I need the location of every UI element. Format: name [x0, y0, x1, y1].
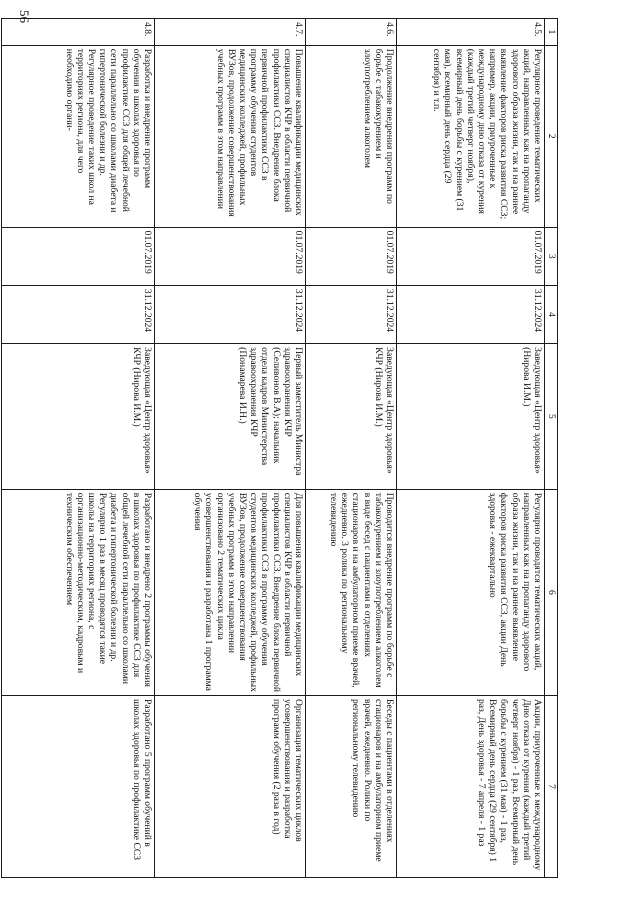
table-row: [2, 19, 155, 878]
start-date: 01.07.2019: [2, 227, 155, 285]
measure-name: Регулярное проведение тематических акций, направленных как на пропаганду здорового образа жизни, так и на раннее выявление факторов риска развития ССЗ; например, акции, приуроченные к международному дню отказа от курения (каждый третий четверг ноября), всемирный день борьбы с курением (31 мая), всемирный день сердца (29 сентября) и т.п.: [397, 45, 545, 227]
responsible: Заведующая «Центр здоровья» КЧР (Нирова И.М.): [306, 344, 397, 490]
column-header: 5: [545, 344, 558, 490]
characteristic: Проводится внедрение программ по борьбе с табакокурением и злоупотреблением алкоголем в виде бесед с пациентами в отделениях стационаров и на амбулаторном приеме врачей, ежедневно. 3 ролика по региональному телевидению: [306, 489, 397, 695]
start-date: 01.07.2019: [155, 227, 306, 285]
table-row: [397, 19, 545, 878]
table-row: [155, 19, 306, 878]
measure-name: Разработка и внедрение программ обучения в школах здоровья по профилактике ССЗ для общей лечебной сети параллельно со школами диабета и гипертонической болезни и др. Регулярное проведение таких школ на территориях региона, для чего необходимо органи-: [2, 45, 155, 227]
characteristic: Регулярно проводятся тематических акций, направленных как на пропаганду здорового образа жизни, так и на раннее выявление факторов риска развития ССЗ, акции День здоровья - ежеквартально: [397, 489, 545, 695]
table-row: [306, 19, 397, 878]
responsible: Заведующая «Центр здоровья» (Нирова И.М.): [397, 344, 545, 490]
measure-name: Продолжение внедрения программ по борьбе с табакокурением и злоупотреблением алкоголем: [306, 45, 397, 227]
row-number: 4.5.: [397, 19, 545, 46]
end-date: 31.12.2024: [155, 285, 306, 343]
end-date: 31.12.2024: [306, 285, 397, 343]
result: Разработано 5 программ обучений в школах здоровья по профилактике ССЗ: [2, 695, 155, 877]
row-number: 4.6.: [306, 19, 397, 46]
characteristic: Для повышения квалификации медицинских специалистов КЧР в области первичной профилактики ССЗ. Внедрение блока первичной профилактики ССЗ в программу обучения студентов медицинских колледжей, профильных ВУЗов, продолжение совершенствования учебных программ в этом направлении организовано 2 тематических цикла усовершенствования и разработана 1 программа обучения: [155, 489, 306, 695]
end-date: 31.12.2024: [397, 285, 545, 343]
measures-table: [1, 18, 558, 878]
start-date: 01.07.2019: [397, 227, 545, 285]
responsible: Заведующая «Центр здоровья» КЧР (Нирова И.М.): [2, 344, 155, 490]
measure-name: Повышение квалификации медицинских специалистов КЧР в области первичной профилактики ССЗ. Внедрение блока первичной профилактики ССЗ в программу обучения студентов медицинских колледжей, профильных ВУЗов, продолжение совершенствования учебных программ в этом направлении: [155, 45, 306, 227]
result: Беседы с пациентами в отделениях стационаров и на амбулаторном приеме врачей, ежедневно. Ролики по региональному телевидению: [306, 695, 397, 877]
column-header: 2: [545, 45, 558, 227]
result: Акции, приуроченные к международному Дню отказа от курения (каждый третий четверг ноября) - 1 раз, Всемирный день борьбы с курением (31 мая) - 1 раз, Всемирный день сердца (29 сентября) 1 раз, День здоровья - 7 апреля - 1 раз: [397, 695, 545, 877]
column-header: 6: [545, 489, 558, 695]
row-number: 4.8.: [2, 19, 155, 46]
table-header-row: [545, 19, 558, 878]
column-header: 3: [545, 227, 558, 285]
page-number: 56: [17, 10, 32, 23]
start-date: 01.07.2019: [306, 227, 397, 285]
end-date: 31.12.2024: [2, 285, 155, 343]
responsible: Первый заместитель Министра здравоохранения КЧР (Селивонов В.А); начальник отдела кадров Министерства здравоохранения КЧР (Понамарева И.Н.): [155, 344, 306, 490]
column-header: 4: [545, 285, 558, 343]
row-number: 4.7.: [155, 19, 306, 46]
column-header: 1: [545, 19, 558, 46]
characteristic: Разработано и внедрено 2 программы обучения в школах здоровья по профилактике ССЗ для общей лечебной сети параллельно со школами диабета и гипертонической болезни и др. Регулярно 1 раз в месяц проводятся такие школы на территориях региона, с организационно-методическим, кадровым и техническим обеспечением: [2, 489, 155, 695]
column-header: 7: [545, 695, 558, 877]
result: Организация тематических циклов усовершенствования и разработка программ обучения (2 раза в год): [155, 695, 306, 877]
